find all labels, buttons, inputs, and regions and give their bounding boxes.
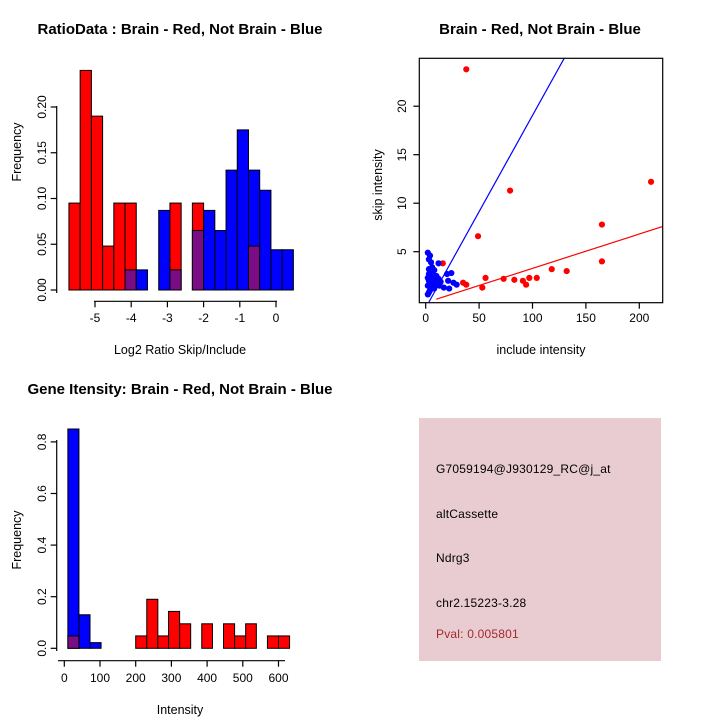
- clipped-plot-content: [425, 56, 663, 302]
- y-tick-label: 0.15: [35, 141, 49, 165]
- x-tick-label: 100: [89, 671, 111, 685]
- y-tick-label: 20: [395, 99, 409, 113]
- data-point-red: [599, 258, 605, 264]
- x-tick-label: 200: [125, 671, 146, 685]
- scatter-x-axis-title: include intensity: [496, 343, 586, 357]
- data-point-blue: [446, 285, 452, 291]
- x-tick-label: 300: [161, 671, 182, 685]
- data-point-blue: [425, 250, 431, 256]
- scatter-y-axis-title: skip intensity: [371, 149, 385, 221]
- histogram-bar-red: [246, 624, 257, 649]
- x-tick-label: -1: [234, 311, 246, 325]
- y-tick-label: 0.0: [35, 639, 49, 657]
- histogram-bar-red: [91, 116, 102, 290]
- y-tick-label: 10: [395, 196, 409, 210]
- scatter-plot-area: [395, 56, 663, 325]
- gene-histogram-x-axis-title: Intensity: [156, 703, 204, 717]
- x-tick-label: 50: [472, 311, 486, 325]
- y-tick-label: 0.20: [35, 95, 49, 119]
- data-point-red: [564, 268, 570, 274]
- event-type-text: altCassette: [436, 507, 499, 521]
- histogram-bar-blue: [90, 643, 101, 649]
- x-tick-label: 200: [629, 311, 650, 325]
- data-point-red: [648, 179, 654, 185]
- histogram-bar-red: [235, 636, 246, 648]
- data-point-blue: [448, 270, 454, 276]
- pvalue-text: Pval: 0.005801: [436, 627, 519, 641]
- info-card: [419, 418, 661, 661]
- x-tick-label: 150: [575, 311, 596, 325]
- scatter-title: Brain - Red, Not Brain - Blue: [439, 21, 641, 38]
- data-point-red: [501, 276, 507, 282]
- fit-line-red: [436, 226, 662, 299]
- histogram-bar-blue: [79, 615, 90, 649]
- y-tick-label: 0.6: [35, 485, 49, 502]
- gene-histogram-y-axis-title: Frequency: [10, 510, 24, 570]
- x-tick-label: -3: [162, 311, 173, 325]
- data-point-blue: [454, 282, 460, 288]
- histogram-overlap-bar: [68, 636, 79, 648]
- data-point-red: [507, 187, 513, 193]
- chromosome-location-text: chr2.15223-3.28: [436, 596, 527, 610]
- x-tick-label: 0: [60, 671, 68, 685]
- histogram-bar-blue: [237, 130, 248, 290]
- histogram-bar-blue: [271, 250, 282, 290]
- histogram-bar-blue: [226, 170, 237, 290]
- data-point-red: [482, 275, 488, 281]
- data-point-red: [479, 284, 485, 290]
- panel-intensity-scatter: [360, 0, 720, 360]
- y-tick-label: 0.00: [35, 278, 49, 302]
- x-tick-label: -2: [198, 311, 209, 325]
- y-tick-label: 0.4: [35, 536, 49, 554]
- ratio-histogram-y-axis-title: Frequency: [10, 122, 24, 182]
- x-tick-label: -5: [89, 311, 101, 325]
- histogram-bar-blue: [282, 250, 293, 290]
- data-point-red: [523, 282, 529, 288]
- data-point-red: [526, 275, 532, 281]
- panel-gene-intensity-histogram: [0, 360, 360, 720]
- gene-histogram-plot-area: [35, 429, 290, 685]
- histogram-bar-blue: [260, 190, 271, 290]
- histogram-bar-red: [103, 246, 114, 290]
- x-tick-label: 600: [268, 671, 289, 685]
- histogram-bar-red: [158, 636, 169, 648]
- histogram-bar-blue: [215, 231, 226, 290]
- histogram-overlap-bar: [170, 270, 181, 290]
- histogram-bar-blue: [204, 210, 215, 290]
- data-point-red: [475, 233, 481, 239]
- panel-ratio-histogram: [0, 0, 360, 360]
- ratio-histogram-plot-area: [35, 70, 293, 325]
- histogram-bar-red: [202, 624, 213, 649]
- data-point-blue: [425, 291, 431, 297]
- probe-id-text: G7059194@J930129_RC@j_at: [436, 462, 611, 476]
- x-tick-label: 100: [522, 311, 543, 325]
- ratio-histogram-title: RatioData : Brain - Red, Not Brain - Blue: [37, 21, 323, 38]
- histogram-bar-blue: [68, 429, 79, 648]
- x-tick-label: 0: [272, 311, 280, 325]
- y-tick-label: 0.2: [35, 588, 49, 606]
- data-point-red: [511, 277, 517, 283]
- ratio-histogram-x-axis-title: Log2 Ratio Skip/Include: [113, 343, 247, 357]
- histogram-bar-red: [224, 624, 235, 649]
- x-tick-label: 0: [422, 311, 430, 325]
- data-point-red: [599, 221, 605, 227]
- histogram-bar-blue: [136, 270, 147, 290]
- data-point-blue: [445, 278, 451, 284]
- histogram-bar-red: [267, 636, 278, 648]
- fit-line-blue: [429, 56, 566, 302]
- y-tick-label: 15: [395, 148, 409, 162]
- x-tick-label: 400: [197, 671, 218, 685]
- panel-info: [360, 360, 720, 720]
- histogram-overlap-bar: [248, 246, 259, 290]
- data-point-red: [534, 275, 540, 281]
- histogram-bar-red: [69, 203, 80, 290]
- histogram-bar-red: [147, 599, 158, 648]
- histogram-bar-red: [114, 203, 125, 290]
- data-point-red: [460, 280, 466, 286]
- histogram-bar-red: [180, 624, 191, 649]
- y-tick-label: 0.8: [35, 433, 49, 451]
- data-point-blue: [435, 260, 441, 266]
- histogram-bar-red: [279, 636, 290, 648]
- gene-histogram-title: Gene Itensity: Brain - Red, Not Brain - Blue: [27, 381, 333, 398]
- gene-name-text: Ndrg3: [436, 551, 470, 565]
- histogram-bar-blue: [159, 210, 170, 290]
- data-point-red: [463, 66, 469, 72]
- histogram-bar-red: [136, 636, 147, 648]
- histogram-bar-red: [169, 611, 180, 648]
- data-point-blue: [441, 284, 447, 290]
- x-tick-label: 500: [232, 671, 253, 685]
- histogram-overlap-bar: [192, 231, 203, 290]
- y-tick-label: 5: [395, 248, 409, 256]
- y-tick-label: 0.10: [35, 186, 49, 211]
- y-tick-label: 0.05: [35, 232, 49, 256]
- data-point-red: [549, 266, 555, 272]
- x-tick-label: -4: [125, 311, 137, 325]
- histogram-overlap-bar: [125, 270, 136, 290]
- histogram-bar-red: [80, 70, 91, 290]
